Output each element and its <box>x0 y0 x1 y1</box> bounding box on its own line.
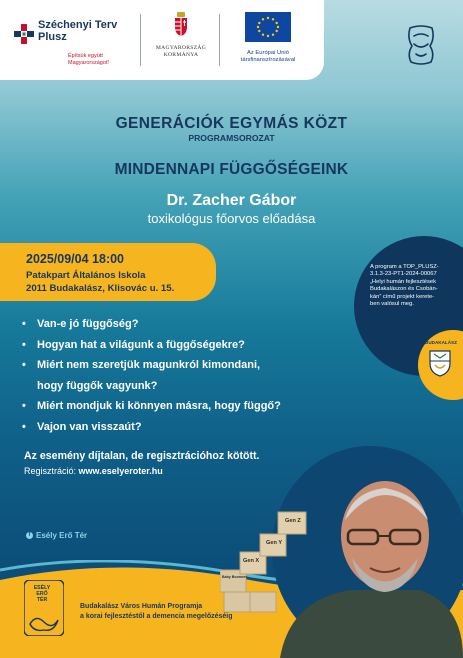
series-title: GENERÁCIÓK EGYMÁS KÖZT <box>115 115 348 132</box>
project-note-line: „Helyi humán fejlesztések <box>370 278 437 285</box>
bullet-icon: • <box>22 338 26 351</box>
project-note <box>370 264 456 308</box>
question-text: hogy függők vagyunk? <box>37 379 158 392</box>
szechenyi-tagline-line1: Építsük együtt <box>68 53 103 59</box>
esely-ero-ter-logo-text <box>26 585 58 604</box>
question-item <box>22 355 281 376</box>
question-text: Miért mondjuk ki könnyen másra, hogy függő? <box>37 400 281 412</box>
question-text: Vajon van visszaút? <box>37 420 142 433</box>
header-logo-bar <box>0 0 324 80</box>
eu-line1: Az Európai Unió <box>247 50 289 56</box>
question-item <box>22 335 281 356</box>
gen-z-label: Gen Z <box>285 518 301 524</box>
project-note-line: kán” című projekt kerete- <box>370 293 435 300</box>
project-note-line: ben valósul meg. <box>370 301 414 308</box>
event-datetime: 2025/09/04 18:00 <box>26 252 125 266</box>
question-text: Miért nem szeretjük magunkról kimondani, <box>37 359 261 371</box>
bullet-icon: • <box>22 318 26 330</box>
facebook-link[interactable] <box>26 531 87 540</box>
facebook-label: Esély Erő Tér <box>36 531 88 540</box>
budakalasz-badge-label: BUDAKALÁSZ <box>425 340 457 345</box>
szechenyi-name-line1: Széchenyi Terv <box>38 19 118 31</box>
speaker-photo <box>220 440 463 658</box>
bullet-icon: • <box>22 359 26 371</box>
question-item <box>22 396 281 417</box>
footer-program-line1: Budakalász Város Humán Programja <box>80 603 203 610</box>
szechenyi-name <box>38 19 148 43</box>
registration-link[interactable]: www.eselyeroter.hu <box>78 466 163 476</box>
event-address: 2011 Budakalász, Klisovác u. 15. <box>26 283 175 294</box>
series-subtitle: PROGRAMSOROZAT <box>188 133 275 143</box>
registration-line <box>24 466 163 476</box>
eu-logo <box>224 12 312 64</box>
hungary-crest-icon <box>174 12 188 36</box>
speaker-name: Dr. Zacher Gábor <box>166 192 297 209</box>
eu-line2: társfinanszírozásával <box>240 57 296 63</box>
project-note-line: Budakalászon és Csobán- <box>370 286 438 293</box>
question-text: Van-e jó függőség? <box>37 318 139 330</box>
bullet-icon: • <box>22 420 26 433</box>
government-line2: KORMÁNYA <box>163 52 199 58</box>
project-note-line: A program a TOP_PLUSZ- <box>370 264 439 270</box>
question-list <box>22 314 281 437</box>
question-text: Hogyan hat a világunk a függőségekre? <box>37 338 245 351</box>
gen-y-label: Gen Y <box>266 540 283 546</box>
header-divider <box>140 14 141 66</box>
event-details-box <box>0 243 216 301</box>
facebook-icon: f <box>26 532 33 539</box>
szechenyi-logo-icon <box>14 24 34 44</box>
registration-label: Regisztráció: <box>24 466 77 476</box>
free-entry-note: Az esemény díjtalan, de regisztrációhoz kötött. <box>24 450 260 462</box>
gen-x-label: Gen X <box>243 558 260 564</box>
hungary-government-logo <box>148 12 214 59</box>
logo-line: ESÉLY <box>33 585 51 591</box>
budakalasz-crest-icon <box>428 349 452 377</box>
szechenyi-tagline-line2: Magyarországot! <box>68 60 109 66</box>
speaker-role: toxikológus főorvos előadása <box>147 211 316 226</box>
header-divider <box>219 14 220 66</box>
question-item <box>22 417 281 438</box>
baby-boomers-label: Baby Boomers <box>222 575 248 579</box>
szechenyi-name-line2: Plusz <box>38 31 67 43</box>
government-line1: MAGYARORSZÁG <box>155 45 207 51</box>
event-headline: MINDENNAPI FÜGGŐSÉGEINK <box>114 161 349 178</box>
event-venue: Patakpart Általános Iskola <box>26 270 146 281</box>
project-note-line: 3.1.3-23-PT1-2024-00067 <box>370 271 437 278</box>
question-item <box>22 376 281 397</box>
logo-line: TÉR <box>36 597 48 604</box>
szechenyi-tagline <box>68 53 148 67</box>
eu-flag-icon <box>245 12 291 42</box>
bullet-icon: • <box>22 400 26 412</box>
budakalasz-emblem-icon <box>404 24 438 66</box>
question-item <box>22 314 281 335</box>
logo-line: ERŐ <box>36 591 48 598</box>
footer-program-line2: a korai fejlesztéstől a demencia megelőzéséig <box>80 613 233 620</box>
